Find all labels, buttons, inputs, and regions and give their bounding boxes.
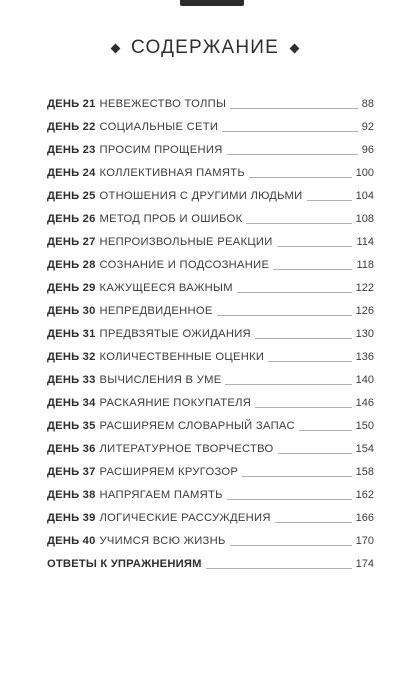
toc-entry-page: 108 <box>355 213 374 225</box>
toc-entry[interactable] <box>47 294 374 317</box>
toc-entry-day: ДЕНЬ 22 <box>47 120 96 133</box>
toc-entry-title: МЕТОД ПРОБ И ОШИБОК <box>99 212 243 225</box>
toc-entry[interactable] <box>47 478 374 501</box>
toc-entry-title: ВЫЧИСЛЕНИЯ В УМЕ <box>99 373 222 386</box>
toc-leader-line <box>278 453 352 454</box>
toc-entry[interactable] <box>47 524 374 547</box>
toc-entry[interactable] <box>47 271 374 294</box>
toc-entry-day: ДЕНЬ 33 <box>47 373 96 386</box>
toc-entry-day: ДЕНЬ 32 <box>47 350 96 363</box>
toc-entry[interactable] <box>47 340 374 363</box>
toc-entry[interactable] <box>47 455 374 478</box>
toc-entry-day: ДЕНЬ 36 <box>47 442 96 455</box>
toc-entry[interactable] <box>47 110 374 133</box>
toc-entry-page: 158 <box>355 466 374 478</box>
toc-entry-page: 130 <box>355 328 374 340</box>
toc-answers-page: 174 <box>355 558 374 570</box>
toc-entry-title: РАСШИРЯЕМ СЛОВАРНЫЙ ЗАПАС <box>99 419 295 432</box>
toc-entry-page: 88 <box>361 98 374 110</box>
toc-entry-title: ОТНОШЕНИЯ С ДРУГИМИ ЛЮДЬМИ <box>99 189 303 202</box>
toc-entry-title: РАСШИРЯЕМ КРУГОЗОР <box>99 465 239 478</box>
toc-entry[interactable] <box>47 386 374 409</box>
toc-entry-day: ДЕНЬ 40 <box>47 534 96 547</box>
toc-entry[interactable] <box>47 501 374 524</box>
toc-entry-day: ДЕНЬ 21 <box>47 97 96 110</box>
toc-entry-page: 100 <box>355 167 374 179</box>
toc-leader-line <box>255 338 352 339</box>
toc-entry-page: 136 <box>355 351 374 363</box>
toc-entry-day: ДЕНЬ 26 <box>47 212 96 225</box>
toc-entry-title: ЛОГИЧЕСКИЕ РАССУЖДЕНИЯ <box>99 511 271 524</box>
toc-entry-day: ДЕНЬ 24 <box>47 166 96 179</box>
toc-entry[interactable] <box>47 248 374 271</box>
toc-entry-day: ДЕНЬ 35 <box>47 419 96 432</box>
toc-entry-page: 146 <box>355 397 374 409</box>
toc-leader-line <box>217 315 352 316</box>
toc-leader-line <box>299 430 352 431</box>
toc-leader-line <box>227 499 352 500</box>
toc-leader-line <box>237 292 352 293</box>
toc-leader-line <box>277 246 353 247</box>
toc-entry-page: 162 <box>355 489 374 501</box>
toc-entry-day: ДЕНЬ 29 <box>47 281 96 294</box>
right-diamond-icon <box>290 43 300 53</box>
toc-entry-page: 92 <box>361 121 374 133</box>
toc-entry-title: КАЖУЩЕЕСЯ ВАЖНЫМ <box>99 281 233 294</box>
toc-entry-day: ДЕНЬ 30 <box>47 304 96 317</box>
contents-title: СОДЕРЖАНИЕ <box>131 37 279 58</box>
toc-entry-day: ДЕНЬ 23 <box>47 143 96 156</box>
toc-entry[interactable] <box>47 225 374 248</box>
toc-leader-line <box>255 407 352 408</box>
toc-entry[interactable] <box>47 432 374 455</box>
toc-entry-title: СОЦИАЛЬНЫЕ СЕТИ <box>99 120 219 133</box>
toc-entry[interactable] <box>47 202 374 225</box>
contents-heading <box>0 36 410 60</box>
toc-entry-page: 154 <box>355 443 374 455</box>
toc-entry-title: ПРОСИМ ПРОЩЕНИЯ <box>99 143 223 156</box>
toc-entry-page: 170 <box>355 535 374 547</box>
top-edge-mark <box>180 0 244 6</box>
toc-leader-line <box>268 361 351 362</box>
toc-entry[interactable] <box>47 133 374 156</box>
toc-entry-day: ДЕНЬ 27 <box>47 235 96 248</box>
toc-entry[interactable] <box>47 409 374 432</box>
toc-entry-title: ЛИТЕРАТУРНОЕ ТВОРЧЕСТВО <box>99 442 274 455</box>
toc-entry[interactable] <box>47 179 374 202</box>
toc-entry-title: УЧИМСЯ ВСЮ ЖИЗНЬ <box>99 534 226 547</box>
toc-entry-title: ПРЕДВЗЯТЫЕ ОЖИДАНИЯ <box>99 327 251 340</box>
toc-entry-page: 122 <box>355 282 374 294</box>
toc-entry-title: КОЛЛЕКТИВНАЯ ПАМЯТЬ <box>99 166 245 179</box>
toc-leader-line <box>222 131 358 132</box>
toc-leader-line <box>246 223 351 224</box>
toc-entry-day: ДЕНЬ 37 <box>47 465 96 478</box>
toc-entry[interactable] <box>47 156 374 179</box>
toc-entry-page: 126 <box>355 305 374 317</box>
toc-entry-answers[interactable] <box>47 547 374 570</box>
toc-entry-page: 140 <box>355 374 374 386</box>
toc-leader-line <box>230 545 352 546</box>
toc-entry-day: ДЕНЬ 34 <box>47 396 96 409</box>
toc-entry-title: НЕПРЕДВИДЕННОЕ <box>99 304 213 317</box>
toc-entry-title: РАСКАЯНИЕ ПОКУПАТЕЛЯ <box>99 396 252 409</box>
toc-entry-day: ДЕНЬ 25 <box>47 189 96 202</box>
toc-entry-day: ДЕНЬ 38 <box>47 488 96 501</box>
toc-leader-line <box>249 177 352 178</box>
toc-entry-day: ДЕНЬ 28 <box>47 258 96 271</box>
toc-entry-title: КОЛИЧЕСТВЕННЫЕ ОЦЕНКИ <box>99 350 265 363</box>
toc-answers-title: ОТВЕТЫ К УПРАЖНЕНИЯМ <box>47 557 202 570</box>
toc-leader-line <box>230 108 358 109</box>
toc-entry-page: 166 <box>355 512 374 524</box>
toc-entry-page: 114 <box>356 236 374 248</box>
toc-entry-title: СОЗНАНИЕ И ПОДСОЗНАНИЕ <box>99 258 270 271</box>
toc-entry-day: ДЕНЬ 39 <box>47 511 96 524</box>
toc-leader-line <box>225 384 351 385</box>
toc-leader-line <box>275 522 352 523</box>
toc-leader-line <box>206 568 352 569</box>
toc-entry-day: ДЕНЬ 31 <box>47 327 96 340</box>
toc-entry-title: НЕВЕЖЕСТВО ТОЛПЫ <box>99 97 227 110</box>
toc-entry-page: 96 <box>361 144 374 156</box>
toc-leader-line <box>307 200 352 201</box>
toc-entry-page: 104 <box>355 190 374 202</box>
toc-entry-page: 150 <box>355 420 374 432</box>
table-of-contents <box>47 87 374 570</box>
toc-entry-title: НЕПРОИЗВОЛЬНЫЕ РЕАКЦИИ <box>99 235 273 248</box>
toc-entry[interactable] <box>47 317 374 340</box>
toc-leader-line <box>227 154 358 155</box>
toc-entry-title: НАПРЯГАЕМ ПАМЯТЬ <box>99 488 223 501</box>
toc-entry[interactable] <box>47 363 374 386</box>
toc-entry[interactable] <box>47 87 374 110</box>
left-diamond-icon <box>111 43 121 53</box>
toc-leader-line <box>273 269 352 270</box>
toc-leader-line <box>242 476 351 477</box>
toc-entry-page: 118 <box>356 259 374 271</box>
